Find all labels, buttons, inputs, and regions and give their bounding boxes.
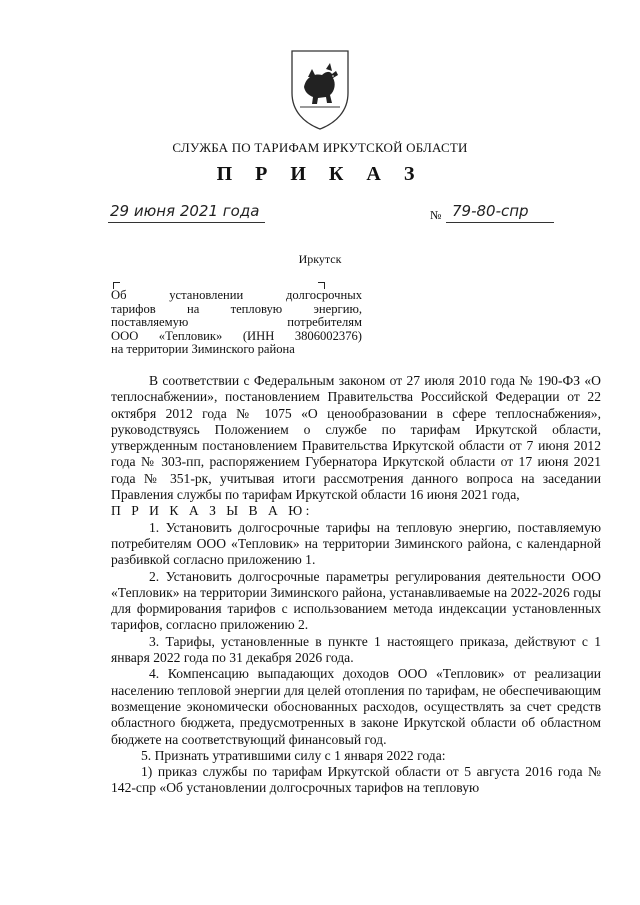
subject-line: поставляемую потребителям (111, 315, 362, 330)
order-number-handwritten: 79-80-спр (452, 202, 529, 220)
order-subject (111, 289, 362, 357)
city-name: Иркутск (298, 252, 342, 266)
order-date-handwritten: 29 июня 2021 года (110, 202, 260, 220)
order-item: 1. Установить долгосрочные тарифы на тепловую энергию, поставляемую потребителям ООО «Тепловик» на территории Зиминского района, с календарной разбивкой согласно приложению 1. (111, 519, 601, 568)
order-body (111, 373, 601, 797)
order-item: 4. Компенсацию выпадающих доходов ООО «Тепловик» от реализации населению тепловой энергии для целей отопления по тарифам, не обеспечивающим возмещение экономически обоснованных расходов, осуществлять за счет средств областного бюджета, предусмотренных в законе Иркутской области об областном бюджете на соответствующий финансовый год. (111, 666, 601, 747)
date-underline (108, 222, 265, 223)
agency-name: СЛУЖБА ПО ТАРИФАМ ИРКУТСКОЙ ОБЛАСТИ (172, 140, 468, 155)
order-word: П Р И К А З Ы В А Ю: (111, 503, 313, 519)
order-number-label: № (430, 208, 442, 222)
subject-line: тарифов на тепловую энергию, (111, 301, 362, 316)
subject-line: ООО «Тепловик» (ИНН 3806002376) (111, 328, 362, 343)
order-subitem: 1) приказ службы по тарифам Иркутской области от 5 августа 2016 года № 142-спр «Об установлении долгосрочных тарифов на тепловую (111, 764, 601, 796)
order-item: 5. Признать утратившими силу с 1 января 2022 года: (141, 747, 446, 763)
order-item: 2. Установить долгосрочные параметры регулирования деятельности ООО «Тепловик» на территории Зиминского района, устанавливаемые на 2022-2026 годы для формирования тарифов с использованием метода индексации установленных тарифов, согласно приложению 2. (111, 568, 601, 633)
coat-of-arms-icon (286, 47, 354, 131)
document-type-title: П Р И К А З (216, 163, 424, 185)
order-item: 3. Тарифы, установленные в пункте 1 настоящего приказа, действуют с 1 января 2022 года по 31 декабря 2026 года. (111, 633, 601, 666)
subject-line: на территории Зиминского района (111, 342, 295, 357)
number-underline (446, 222, 554, 223)
preamble-paragraph: В соответствии с Федеральным законом от 27 июля 2010 года № 190-ФЗ «О теплоснабжении», постановлением Правительства Российской Федерации от 22 октября 2012 года № 1075 «О ценообразовании в сфере теплоснабжения», руководствуясь Положением о службе по тарифам Иркутской области, утвержденным постановлением Правительства Иркутской области от 7 июня 2012 года № 303-пп, распоряжением Губернатора Иркутской области от 17 июня 2021 года № 351-рк, учитывая итоги рассмотрения данного вопроса на заседании Правления службы по тарифам Иркутской области 16 июня 2021 года, (111, 373, 601, 503)
subject-line: Об установлении долгосрочных (111, 288, 362, 302)
